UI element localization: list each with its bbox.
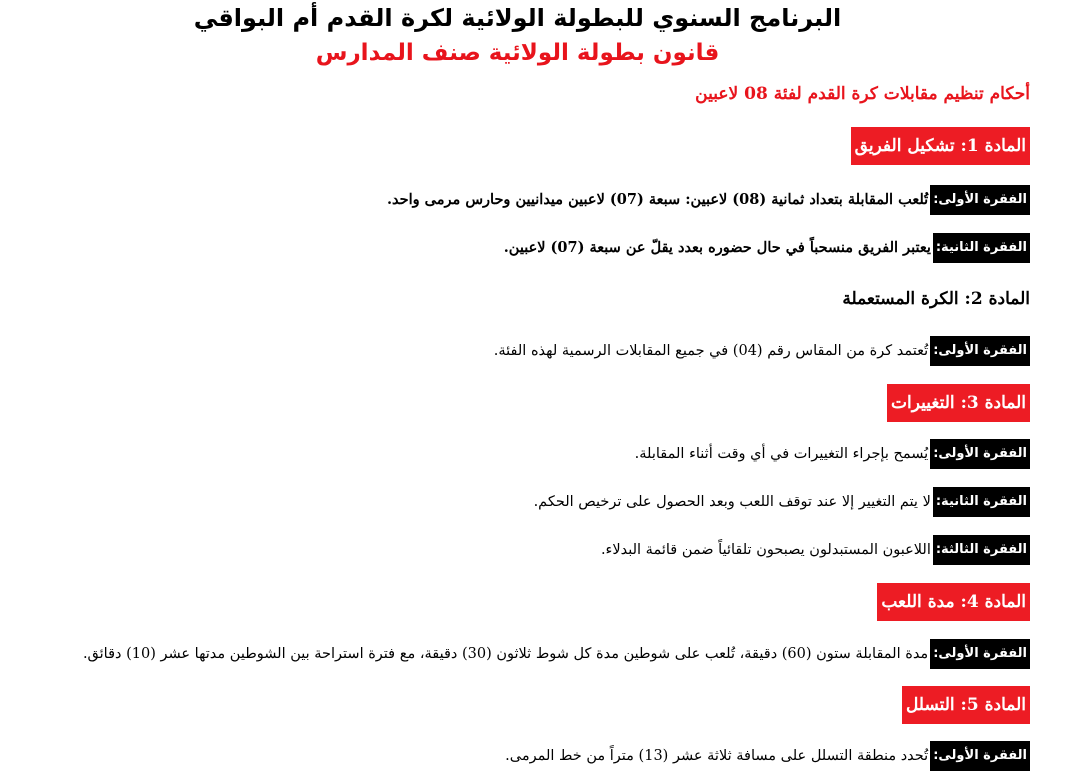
article-1-clause-2: [504, 233, 1030, 263]
clause-label: الفقرة الأولى:: [930, 741, 1030, 771]
clause-text: يُسمح بإجراء التغييرات في أي وقت أثناء المقابلة.: [634, 446, 929, 462]
page-subtitle: قانون بطولة الولائية صنف المدارس: [315, 40, 720, 66]
article-3-clause-2: [534, 487, 1030, 517]
clause-text: مدة المقابلة ستون (60) دقيقة، تُلعب على شوطين مدة كل شوط ثلاثون (30) دقيقة، مع فترة استراحة بين الشوطين مدتها عشر (10) دقائق.: [82, 646, 929, 662]
clause-label: الفقرة الثالثة:: [933, 535, 1030, 565]
clause-label: الفقرة الأولى:: [930, 185, 1030, 215]
article-2-title: المادة 2: الكرة المستعملة: [842, 289, 1030, 309]
article-4-clause-1: [83, 639, 1030, 669]
page-title: البرنامج السنوي للبطولة الولائية لكرة القدم أم البواقي: [193, 4, 842, 32]
clause-label: الفقرة الأولى:: [930, 639, 1030, 669]
article-5-title: المادة 5: التسلل: [902, 686, 1030, 724]
article-2-clause-1: [494, 336, 1030, 366]
clause-text: لا يتم التغيير إلا عند توقف اللعب وبعد الحصول على ترخيص الحكم.: [533, 494, 931, 510]
clause-text: تُعتمد كرة من المقاس رقم (04) في جميع المقابلات الرسمية لهذه الفئة.: [493, 343, 929, 359]
clause-text: يعتبر الفريق منسحباً في حال حضوره بعدد يقلّ عن سبعة (07) لاعبين.: [503, 239, 931, 256]
clause-text: تُلعب المقابلة بتعداد ثمانية (08) لاعبين: سبعة (07) لاعبين ميدانيين وحارس مرمى واحد.: [386, 191, 929, 208]
clause-text: اللاعبون المستبدلون يصبحون تلقائياً ضمن قائمة البدلاء.: [600, 542, 931, 558]
clause-label: الفقرة الثانية:: [933, 487, 1030, 517]
article-3-clause-1: [635, 439, 1030, 469]
clause-text: تُحدد منطقة التسلل على مسافة ثلاثة عشر (13) متراً من خط المرمى.: [505, 748, 929, 764]
article-3-clause-3: [601, 535, 1030, 565]
article-4-title: المادة 4: مدة اللعب: [877, 583, 1030, 621]
clause-label: الفقرة الأولى:: [930, 336, 1030, 366]
article-1-clause-1: [387, 185, 1030, 215]
article-1-title: المادة 1: تشكيل الفريق: [851, 127, 1030, 165]
rules-heading: أحكام تنظيم مقابلات كرة القدم لفئة 08 لاعبين: [695, 84, 1030, 104]
article-3-title: المادة 3: التغييرات: [887, 384, 1030, 422]
clause-label: الفقرة الثانية:: [933, 233, 1030, 263]
article-5-clause-1: [505, 741, 1030, 771]
clause-label: الفقرة الأولى:: [930, 439, 1030, 469]
